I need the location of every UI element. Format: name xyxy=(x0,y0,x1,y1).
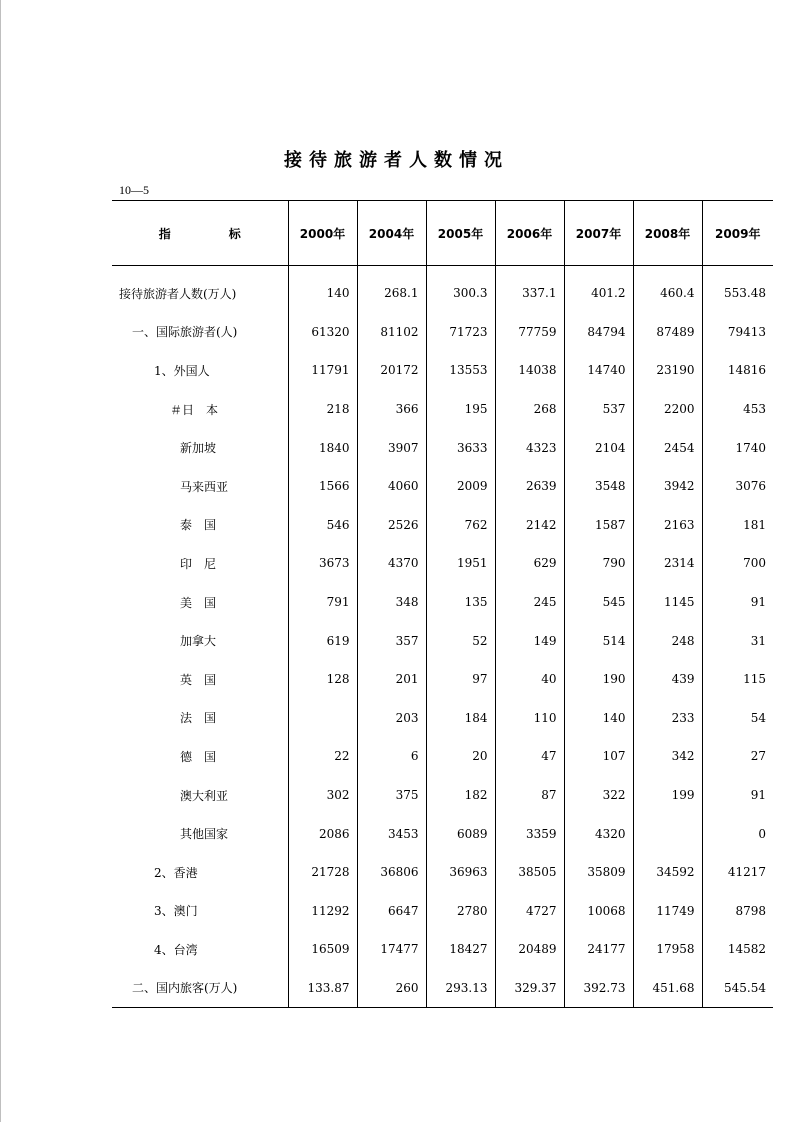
value-cell: 248 xyxy=(633,621,702,660)
value-cell: 3076 xyxy=(702,467,773,506)
value-cell: 4727 xyxy=(495,892,564,931)
value-cell: 190 xyxy=(564,660,633,699)
value-cell: 302 xyxy=(288,776,357,815)
value-cell: 619 xyxy=(288,621,357,660)
value-cell: 4060 xyxy=(357,467,426,506)
row-label: 1、外国人 xyxy=(154,363,210,378)
value-cell: 91 xyxy=(702,776,773,815)
value-cell: 537 xyxy=(564,390,633,429)
value-cell: 790 xyxy=(564,544,633,583)
table-row xyxy=(112,853,773,892)
value-cell: 17958 xyxy=(633,930,702,969)
value-cell: 2009 xyxy=(426,467,495,506)
value-cell: 140 xyxy=(288,266,357,313)
value-cell: 3453 xyxy=(357,814,426,853)
indicator-header-label: 指标 xyxy=(158,226,299,241)
year-header-2007: 2007年 xyxy=(564,201,633,266)
value-cell: 6647 xyxy=(357,892,426,931)
value-cell: 77759 xyxy=(495,313,564,352)
row-label: 一、国际旅游者(人) xyxy=(132,325,238,340)
table-row xyxy=(112,969,773,1008)
value-cell: 791 xyxy=(288,583,357,622)
table-row xyxy=(112,930,773,969)
value-cell: 357 xyxy=(357,621,426,660)
table-row xyxy=(112,892,773,931)
year-header-2006: 2006年 xyxy=(495,201,564,266)
value-cell: 23190 xyxy=(633,351,702,390)
value-cell: 260 xyxy=(357,969,426,1008)
value-cell: 140 xyxy=(564,699,633,738)
value-cell: 451.68 xyxy=(633,969,702,1008)
row-label: 其他国家 xyxy=(180,827,229,842)
value-cell: 11292 xyxy=(288,892,357,931)
document-title: 接待旅游者人数情况 xyxy=(284,150,509,171)
value-cell: 195 xyxy=(426,390,495,429)
value-cell: 35809 xyxy=(564,853,633,892)
row-label: 美 国 xyxy=(180,595,217,610)
value-cell: 40 xyxy=(495,660,564,699)
value-cell: 34592 xyxy=(633,853,702,892)
value-cell: 14816 xyxy=(702,351,773,390)
value-cell: 629 xyxy=(495,544,564,583)
table-row xyxy=(112,776,773,815)
row-label: 3、澳门 xyxy=(154,904,198,919)
table-row xyxy=(112,428,773,467)
value-cell: 199 xyxy=(633,776,702,815)
value-cell: 61320 xyxy=(288,313,357,352)
value-cell: 24177 xyxy=(564,930,633,969)
value-cell: 348 xyxy=(357,583,426,622)
value-cell: 700 xyxy=(702,544,773,583)
table-row xyxy=(112,351,773,390)
value-cell: 91 xyxy=(702,583,773,622)
value-cell: 2314 xyxy=(633,544,702,583)
value-cell: 2526 xyxy=(357,506,426,545)
row-label: 英 国 xyxy=(180,672,217,687)
value-cell: 41217 xyxy=(702,853,773,892)
value-cell: 20172 xyxy=(357,351,426,390)
value-cell: 2780 xyxy=(426,892,495,931)
value-cell: 2142 xyxy=(495,506,564,545)
value-cell: 3673 xyxy=(288,544,357,583)
value-cell: 553.48 xyxy=(702,266,773,313)
value-cell: 4370 xyxy=(357,544,426,583)
row-label: 加拿大 xyxy=(180,634,217,649)
value-cell: 762 xyxy=(426,506,495,545)
value-cell: 2163 xyxy=(633,506,702,545)
row-label: 4、台湾 xyxy=(154,942,198,957)
value-cell: 14740 xyxy=(564,351,633,390)
year-header-2005: 2005年 xyxy=(426,201,495,266)
table-header xyxy=(112,201,773,266)
value-cell: 3907 xyxy=(357,428,426,467)
value-cell xyxy=(633,814,702,853)
value-cell: 84794 xyxy=(564,313,633,352)
value-cell: 81102 xyxy=(357,313,426,352)
value-cell: 1951 xyxy=(426,544,495,583)
value-cell: 6 xyxy=(357,737,426,776)
table-row xyxy=(112,583,773,622)
value-cell: 453 xyxy=(702,390,773,429)
value-cell: 439 xyxy=(633,660,702,699)
table-row xyxy=(112,467,773,506)
value-cell: 3359 xyxy=(495,814,564,853)
value-cell: 71723 xyxy=(426,313,495,352)
table-code: 10—5 xyxy=(119,183,149,197)
value-cell: 181 xyxy=(702,506,773,545)
value-cell: 392.73 xyxy=(564,969,633,1008)
value-cell: 1840 xyxy=(288,428,357,467)
value-cell: 135 xyxy=(426,583,495,622)
value-cell: 2454 xyxy=(633,428,702,467)
value-cell: 1740 xyxy=(702,428,773,467)
value-cell: 218 xyxy=(288,390,357,429)
value-cell: 546 xyxy=(288,506,357,545)
table-row xyxy=(112,313,773,352)
value-cell: 16509 xyxy=(288,930,357,969)
value-cell: 2639 xyxy=(495,467,564,506)
value-cell: 10068 xyxy=(564,892,633,931)
indicator-header xyxy=(112,201,299,266)
row-label: 新加坡 xyxy=(180,441,217,456)
row-label: 法 国 xyxy=(180,711,217,726)
value-cell: 14582 xyxy=(702,930,773,969)
value-cell: 110 xyxy=(495,699,564,738)
value-cell: 1587 xyxy=(564,506,633,545)
value-cell: 54 xyxy=(702,699,773,738)
value-cell: 233 xyxy=(633,699,702,738)
row-label: 泰 国 xyxy=(180,518,217,533)
value-cell: 133.87 xyxy=(288,969,357,1008)
value-cell: 366 xyxy=(357,390,426,429)
row-label: 澳大利亚 xyxy=(180,788,229,803)
value-cell: 337.1 xyxy=(495,266,564,313)
table-row xyxy=(112,737,773,776)
table-row xyxy=(112,390,773,429)
value-cell: 2104 xyxy=(564,428,633,467)
value-cell: 182 xyxy=(426,776,495,815)
value-cell: 514 xyxy=(564,621,633,660)
value-cell: 329.37 xyxy=(495,969,564,1008)
value-cell: 293.13 xyxy=(426,969,495,1008)
value-cell: 1566 xyxy=(288,467,357,506)
value-cell: 47 xyxy=(495,737,564,776)
value-cell: 21728 xyxy=(288,853,357,892)
year-header-2008: 2008年 xyxy=(633,201,702,266)
value-cell: 38505 xyxy=(495,853,564,892)
value-cell: 0 xyxy=(702,814,773,853)
value-cell: 245 xyxy=(495,583,564,622)
year-header-2000: 2000年 xyxy=(288,201,357,266)
value-cell: 11791 xyxy=(288,351,357,390)
value-cell: 20 xyxy=(426,737,495,776)
table-body xyxy=(112,266,773,1008)
row-label: 马来西亚 xyxy=(180,479,229,494)
table-row xyxy=(112,544,773,583)
value-cell: 4320 xyxy=(564,814,633,853)
value-cell: 20489 xyxy=(495,930,564,969)
value-cell: 107 xyxy=(564,737,633,776)
value-cell: 300.3 xyxy=(426,266,495,313)
value-cell: 545.54 xyxy=(702,969,773,1008)
year-header-2004: 2004年 xyxy=(357,201,426,266)
value-cell: 3548 xyxy=(564,467,633,506)
value-cell: 460.4 xyxy=(633,266,702,313)
value-cell: 18427 xyxy=(426,930,495,969)
value-cell: 79413 xyxy=(702,313,773,352)
tourist-reception-table xyxy=(112,200,773,1008)
value-cell: 184 xyxy=(426,699,495,738)
value-cell: 2200 xyxy=(633,390,702,429)
value-cell: 3942 xyxy=(633,467,702,506)
value-cell: 322 xyxy=(564,776,633,815)
row-label: 2、香港 xyxy=(154,865,198,880)
value-cell: 6089 xyxy=(426,814,495,853)
value-cell: 27 xyxy=(702,737,773,776)
value-cell: 4323 xyxy=(495,428,564,467)
value-cell: 97 xyxy=(426,660,495,699)
value-cell: 36806 xyxy=(357,853,426,892)
value-cell: 545 xyxy=(564,583,633,622)
row-label: 印 尼 xyxy=(180,556,217,571)
value-cell: 268.1 xyxy=(357,266,426,313)
value-cell: 87489 xyxy=(633,313,702,352)
row-label: 接待旅游者人数(万人) xyxy=(119,286,237,301)
value-cell: 115 xyxy=(702,660,773,699)
table-row xyxy=(112,660,773,699)
row-label: ＃日 本 xyxy=(170,402,219,417)
value-cell: 2086 xyxy=(288,814,357,853)
value-cell: 149 xyxy=(495,621,564,660)
value-cell: 22 xyxy=(288,737,357,776)
value-cell: 13553 xyxy=(426,351,495,390)
table-row xyxy=(112,266,773,313)
value-cell: 14038 xyxy=(495,351,564,390)
table-row xyxy=(112,621,773,660)
value-cell: 8798 xyxy=(702,892,773,931)
table-row xyxy=(112,699,773,738)
value-cell: 87 xyxy=(495,776,564,815)
table-row xyxy=(112,814,773,853)
value-cell: 201 xyxy=(357,660,426,699)
value-cell: 31 xyxy=(702,621,773,660)
value-cell: 17477 xyxy=(357,930,426,969)
value-cell: 203 xyxy=(357,699,426,738)
value-cell: 3633 xyxy=(426,428,495,467)
row-label: 德 国 xyxy=(180,749,217,764)
value-cell: 268 xyxy=(495,390,564,429)
year-header-2009: 2009年 xyxy=(702,201,773,266)
table-row xyxy=(112,506,773,545)
value-cell: 52 xyxy=(426,621,495,660)
value-cell: 11749 xyxy=(633,892,702,931)
value-cell: 375 xyxy=(357,776,426,815)
value-cell: 401.2 xyxy=(564,266,633,313)
row-label: 二、国内旅客(万人) xyxy=(112,969,288,1008)
value-cell xyxy=(288,699,357,738)
value-cell: 36963 xyxy=(426,853,495,892)
header-row xyxy=(112,201,773,266)
value-cell: 1145 xyxy=(633,583,702,622)
value-cell: 128 xyxy=(288,660,357,699)
value-cell: 342 xyxy=(633,737,702,776)
